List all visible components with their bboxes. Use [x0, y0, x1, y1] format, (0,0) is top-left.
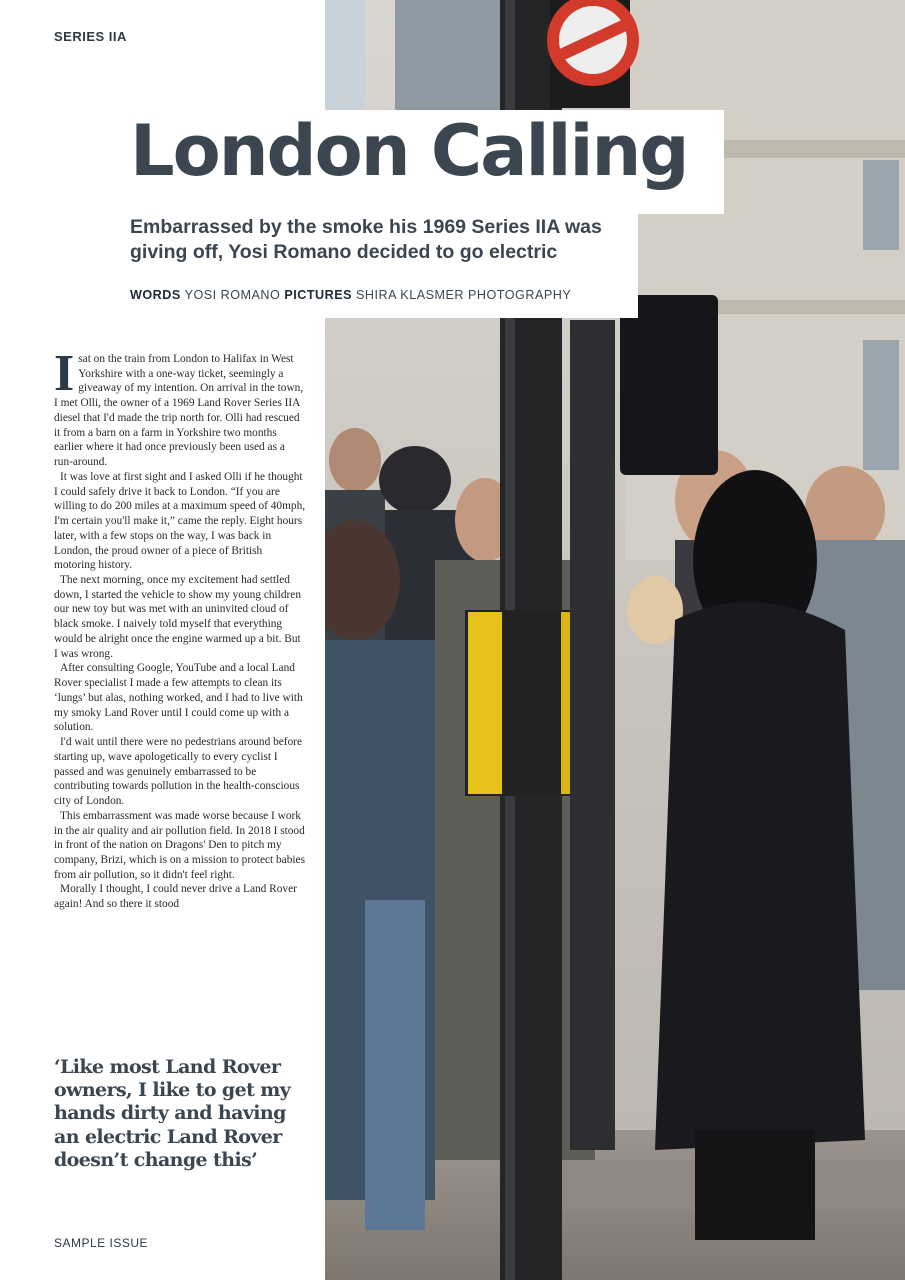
- paragraph: I'd wait until there were no pedestrians around before starting up, wave apologetically to every cyclist I passed and was genuinely embarrassed to be contributing towards pollution in the health-conscious city of London.: [54, 736, 303, 808]
- page-title: London Calling: [130, 110, 688, 192]
- paragraph: It was love at first sight and I asked Olli if he thought I could safely drive it back to London. “If you are willing to do 200 miles at a maximum speed of 40mph, I'm certain you'll make it,” came the reply. Eight hours later, with a few stops on the way, I was back in London, the proud owner of a piece of British motoring history.: [54, 470, 306, 572]
- article-body: [54, 345, 306, 912]
- credits-line: [130, 288, 571, 302]
- section-label: SERIES IIA: [54, 29, 127, 44]
- pictures-author: SHIRA KLASMER PHOTOGRAPHY: [356, 288, 572, 302]
- words-author: YOSI ROMANO: [184, 288, 281, 302]
- subtitle: Embarrassed by the smoke his 1969 Series IIA was giving off, Yosi Romano decided to go electric: [130, 216, 602, 264]
- footer-label: SAMPLE ISSUE: [54, 1236, 149, 1250]
- drop-cap: I: [54, 345, 75, 402]
- paragraph: Morally I thought, I could never drive a Land Rover again! And so there it stood: [54, 883, 297, 911]
- words-label: WORDS: [130, 288, 181, 302]
- paragraph: This embarrassment was made worse because I work in the air quality and air pollution field. In 2018 I stood in front of the nation on Dragons' Den to pitch my company, Brizi, which is on a mission to protect babies from air pollution, so it didn't feel right.: [54, 809, 305, 881]
- pull-quote: ‘Like most Land Rover owners, I like to get my hands dirty and having an electric Land Rover doesn’t change this’: [54, 1056, 291, 1171]
- pictures-label: PICTURES: [284, 288, 353, 302]
- paragraph: Isat on the train from London to Halifax in West Yorkshire with a one-way ticket, seemingly a giveaway of my intention. On arrival in the town, I met Olli, the owner of a 1969 Land Rover Series IIA diesel that I'd made the trip north for. Olli had rescued it from a barn on a farm in Yorkshire two months earlier where it had once previously been used as a run-around.: [54, 345, 304, 469]
- paragraph: After consulting Google, YouTube and a local Land Rover specialist I made a few attempts to clean its ‘lungs’ but alas, nothing worked, and I had to live with my smoky Land Rover until I could come up with a solution.: [54, 662, 303, 734]
- paragraph: The next morning, once my excitement had settled down, I started the vehicle to show my young children our new toy but was met with an uninvited cloud of black smoke. I naively told myself that everything would be alright once the engine warmed up a bit. But I was wrong.: [54, 574, 301, 660]
